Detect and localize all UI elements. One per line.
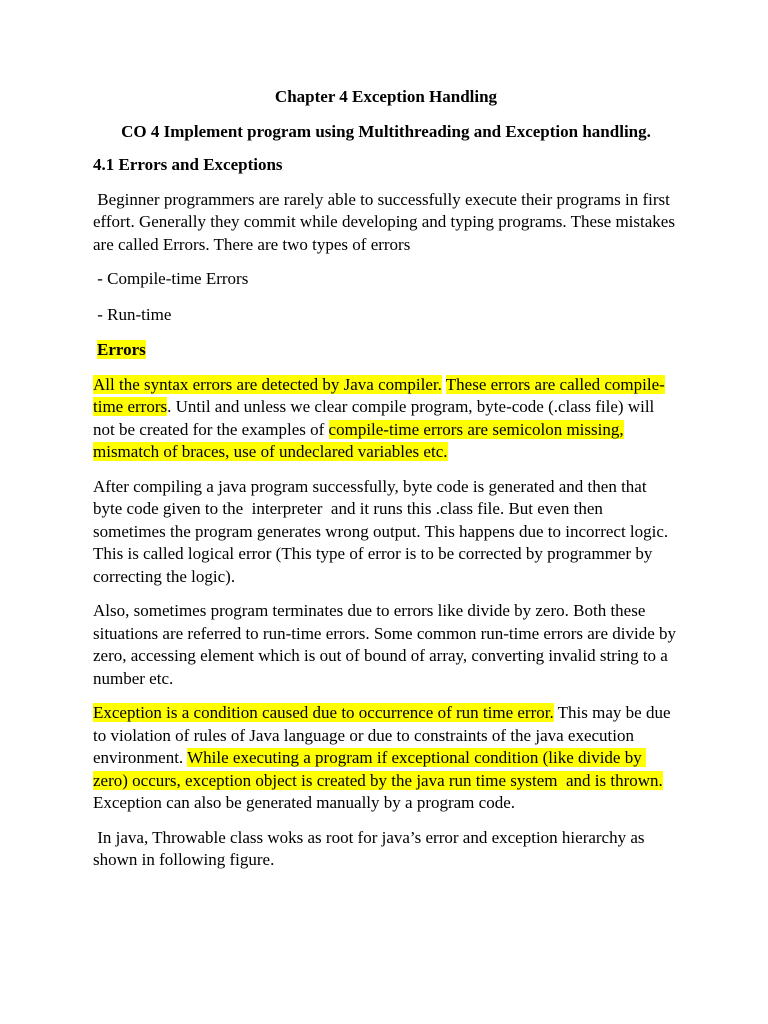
exception-text-1: This may be due to violation of rules of Java language or due to constraints of the java execution environment. (93, 703, 675, 767)
list-item-run-time: - Run-time (93, 304, 172, 324)
compile-errors-paragraph (93, 374, 679, 464)
exception-text-2: Exception can also be generated manually by a program code. (93, 770, 668, 812)
intro-paragraph: Beginner programmers are rarely able to successfully execute their programs in first effort. Generally they commit while developing and typing programs. These mistakes are called Errors. There are two types of errors (93, 189, 680, 254)
highlight-compile-time-errors: These errors are called compile-time errors (93, 374, 665, 416)
chapter-title: Chapter 4 Exception Handling (274, 87, 498, 106)
document-body (93, 86, 679, 884)
errors-heading-text: Errors (97, 340, 146, 359)
highlight-syntax-errors: All the syntax errors are detected by Java compiler. (93, 374, 442, 394)
highlight-exception-definition: Exception is a condition caused due to occurrence of run time error. (93, 703, 554, 722)
highlight-exception-object: While executing a program if exceptional condition (like divide by zero) occurs, exception object is created by the java run time system and is thrown. (93, 748, 663, 790)
highlight-compile-examples: compile-time errors are semicolon missing, mismatch of braces, use of undeclared variables etc. (93, 419, 624, 461)
list-item-compile-time: - Compile-time Errors (93, 269, 249, 288)
errors-heading (93, 339, 679, 362)
exception-paragraph (93, 702, 679, 815)
logical-error-paragraph: After compiling a java program successfully, byte code is generated and then that byte code given to the interpreter and it runs this .class file. But even then sometimes the program generates wrong output. This happens due to incorrect logic. This is called logical error (This type of error is to be corrected by programmer by correcting the logic). (93, 476, 673, 586)
throwable-paragraph: In java, Throwable class woks as root for java’s error and exception hierarchy as shown in following figure. (93, 827, 649, 869)
course-outcome: CO 4 Implement program using Multithreading and Exception handling. (121, 121, 651, 141)
runtime-errors-paragraph: Also, sometimes program terminates due to errors like divide by zero. Both these situations are referred to run-time errors. Some common run-time errors are divide by zero, accessing element which is out of bound of array, converting invalid string to a number etc. (93, 601, 676, 688)
compile-text: . Until and unless we clear compile program, byte-code (.class file) will not be created for the examples of (93, 397, 655, 439)
section-heading: 4.1 Errors and Exceptions (93, 155, 283, 174)
